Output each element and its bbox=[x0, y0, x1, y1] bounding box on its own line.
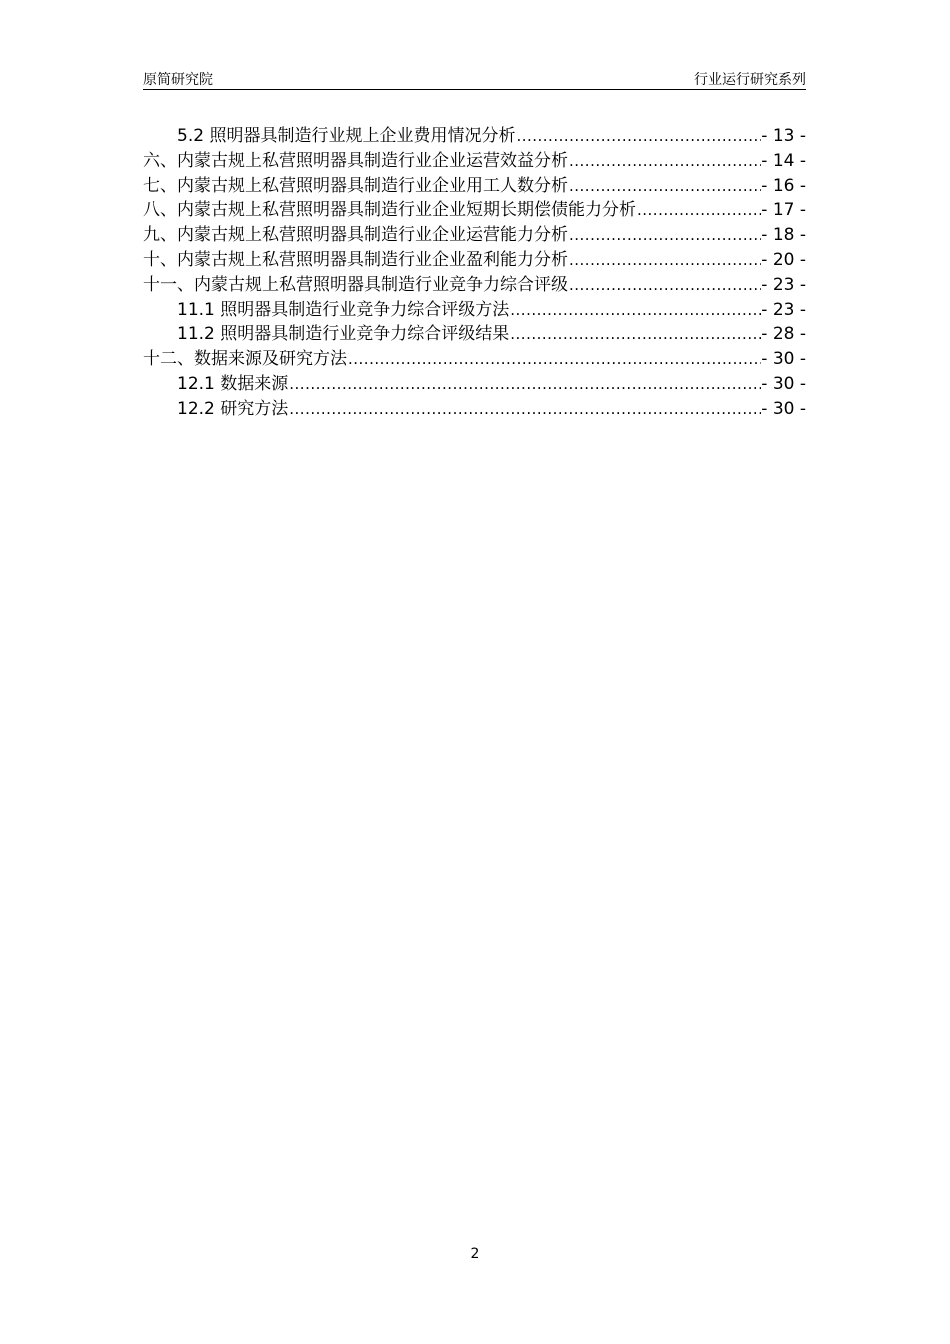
toc-entry[interactable] bbox=[143, 347, 806, 372]
toc-entry-label: 七、内蒙古规上私营照明器具制造行业企业用工人数分析 bbox=[143, 175, 568, 196]
page-number: 2 bbox=[470, 1246, 480, 1262]
toc-entry[interactable] bbox=[143, 174, 806, 199]
header-series-title: 行业运行研究系列 bbox=[694, 72, 806, 88]
toc-entry-label: 十一、内蒙古规上私营照明器具制造行业竞争力综合评级 bbox=[143, 274, 568, 295]
toc-entry-label: 九、内蒙古规上私营照明器具制造行业企业运营能力分析 bbox=[143, 225, 568, 246]
toc-entry-page: - 16 - bbox=[761, 175, 806, 196]
toc-dot-leader bbox=[509, 322, 761, 347]
toc-dot-leader bbox=[288, 397, 761, 422]
toc-entry[interactable] bbox=[143, 223, 806, 248]
toc-entry-label: 十、内蒙古规上私营照明器具制造行业企业盈利能力分析 bbox=[143, 249, 568, 270]
toc-entry[interactable] bbox=[143, 273, 806, 298]
toc-entry-page: - 30 - bbox=[761, 349, 806, 370]
toc-dot-leader bbox=[515, 124, 761, 149]
toc-entry[interactable] bbox=[143, 149, 806, 174]
toc-dot-leader bbox=[347, 347, 761, 372]
toc-entry-page: - 23 - bbox=[761, 299, 806, 320]
toc-entry[interactable] bbox=[143, 124, 806, 149]
toc-entry-page: - 28 - bbox=[761, 324, 806, 345]
header-publisher: 原简研究院 bbox=[143, 72, 213, 88]
toc-entry-label: 六、内蒙古规上私营照明器具制造行业企业运营效益分析 bbox=[143, 150, 568, 171]
toc-entry-page: - 18 - bbox=[761, 225, 806, 246]
toc-entry-label: 十二、数据来源及研究方法 bbox=[143, 349, 347, 370]
toc-entry-label: 12.1 数据来源 bbox=[177, 373, 289, 394]
page-header bbox=[143, 67, 806, 90]
toc-entry-label: 八、内蒙古规上私营照明器具制造行业企业短期长期偿债能力分析 bbox=[143, 200, 636, 221]
toc-dot-leader bbox=[568, 149, 761, 174]
toc-entry[interactable] bbox=[143, 248, 806, 273]
page-footer bbox=[0, 1246, 950, 1262]
toc-entry-page: - 30 - bbox=[761, 398, 806, 419]
toc-entry[interactable] bbox=[143, 322, 806, 347]
toc-dot-leader bbox=[288, 372, 761, 397]
toc-dot-leader bbox=[509, 298, 761, 323]
toc-entry-page: - 23 - bbox=[761, 274, 806, 295]
toc-entry-label: 5.2 照明器具制造行业规上企业费用情况分析 bbox=[177, 126, 516, 146]
toc-entry[interactable] bbox=[143, 397, 806, 422]
toc-dot-leader bbox=[568, 273, 761, 298]
toc-dot-leader bbox=[636, 198, 761, 223]
toc-entry-label: 11.2 照明器具制造行业竞争力综合评级结果 bbox=[177, 324, 510, 345]
toc-entry-page: - 30 - bbox=[761, 373, 806, 394]
toc-entry-page: - 14 - bbox=[761, 150, 806, 171]
toc-entry-label: 12.2 研究方法 bbox=[177, 398, 289, 419]
toc-entry-label: 11.1 照明器具制造行业竞争力综合评级方法 bbox=[177, 299, 510, 320]
toc-entry[interactable] bbox=[143, 298, 806, 323]
toc-entry-page: - 17 - bbox=[761, 200, 806, 221]
toc-dot-leader bbox=[568, 248, 761, 273]
toc-dot-leader bbox=[568, 223, 761, 248]
toc-entry-page: - 13 - bbox=[761, 126, 806, 146]
toc-entry-page: - 20 - bbox=[761, 249, 806, 270]
table-of-contents bbox=[143, 124, 806, 422]
toc-entry[interactable] bbox=[143, 198, 806, 223]
toc-entry[interactable] bbox=[143, 372, 806, 397]
toc-dot-leader bbox=[568, 174, 761, 199]
